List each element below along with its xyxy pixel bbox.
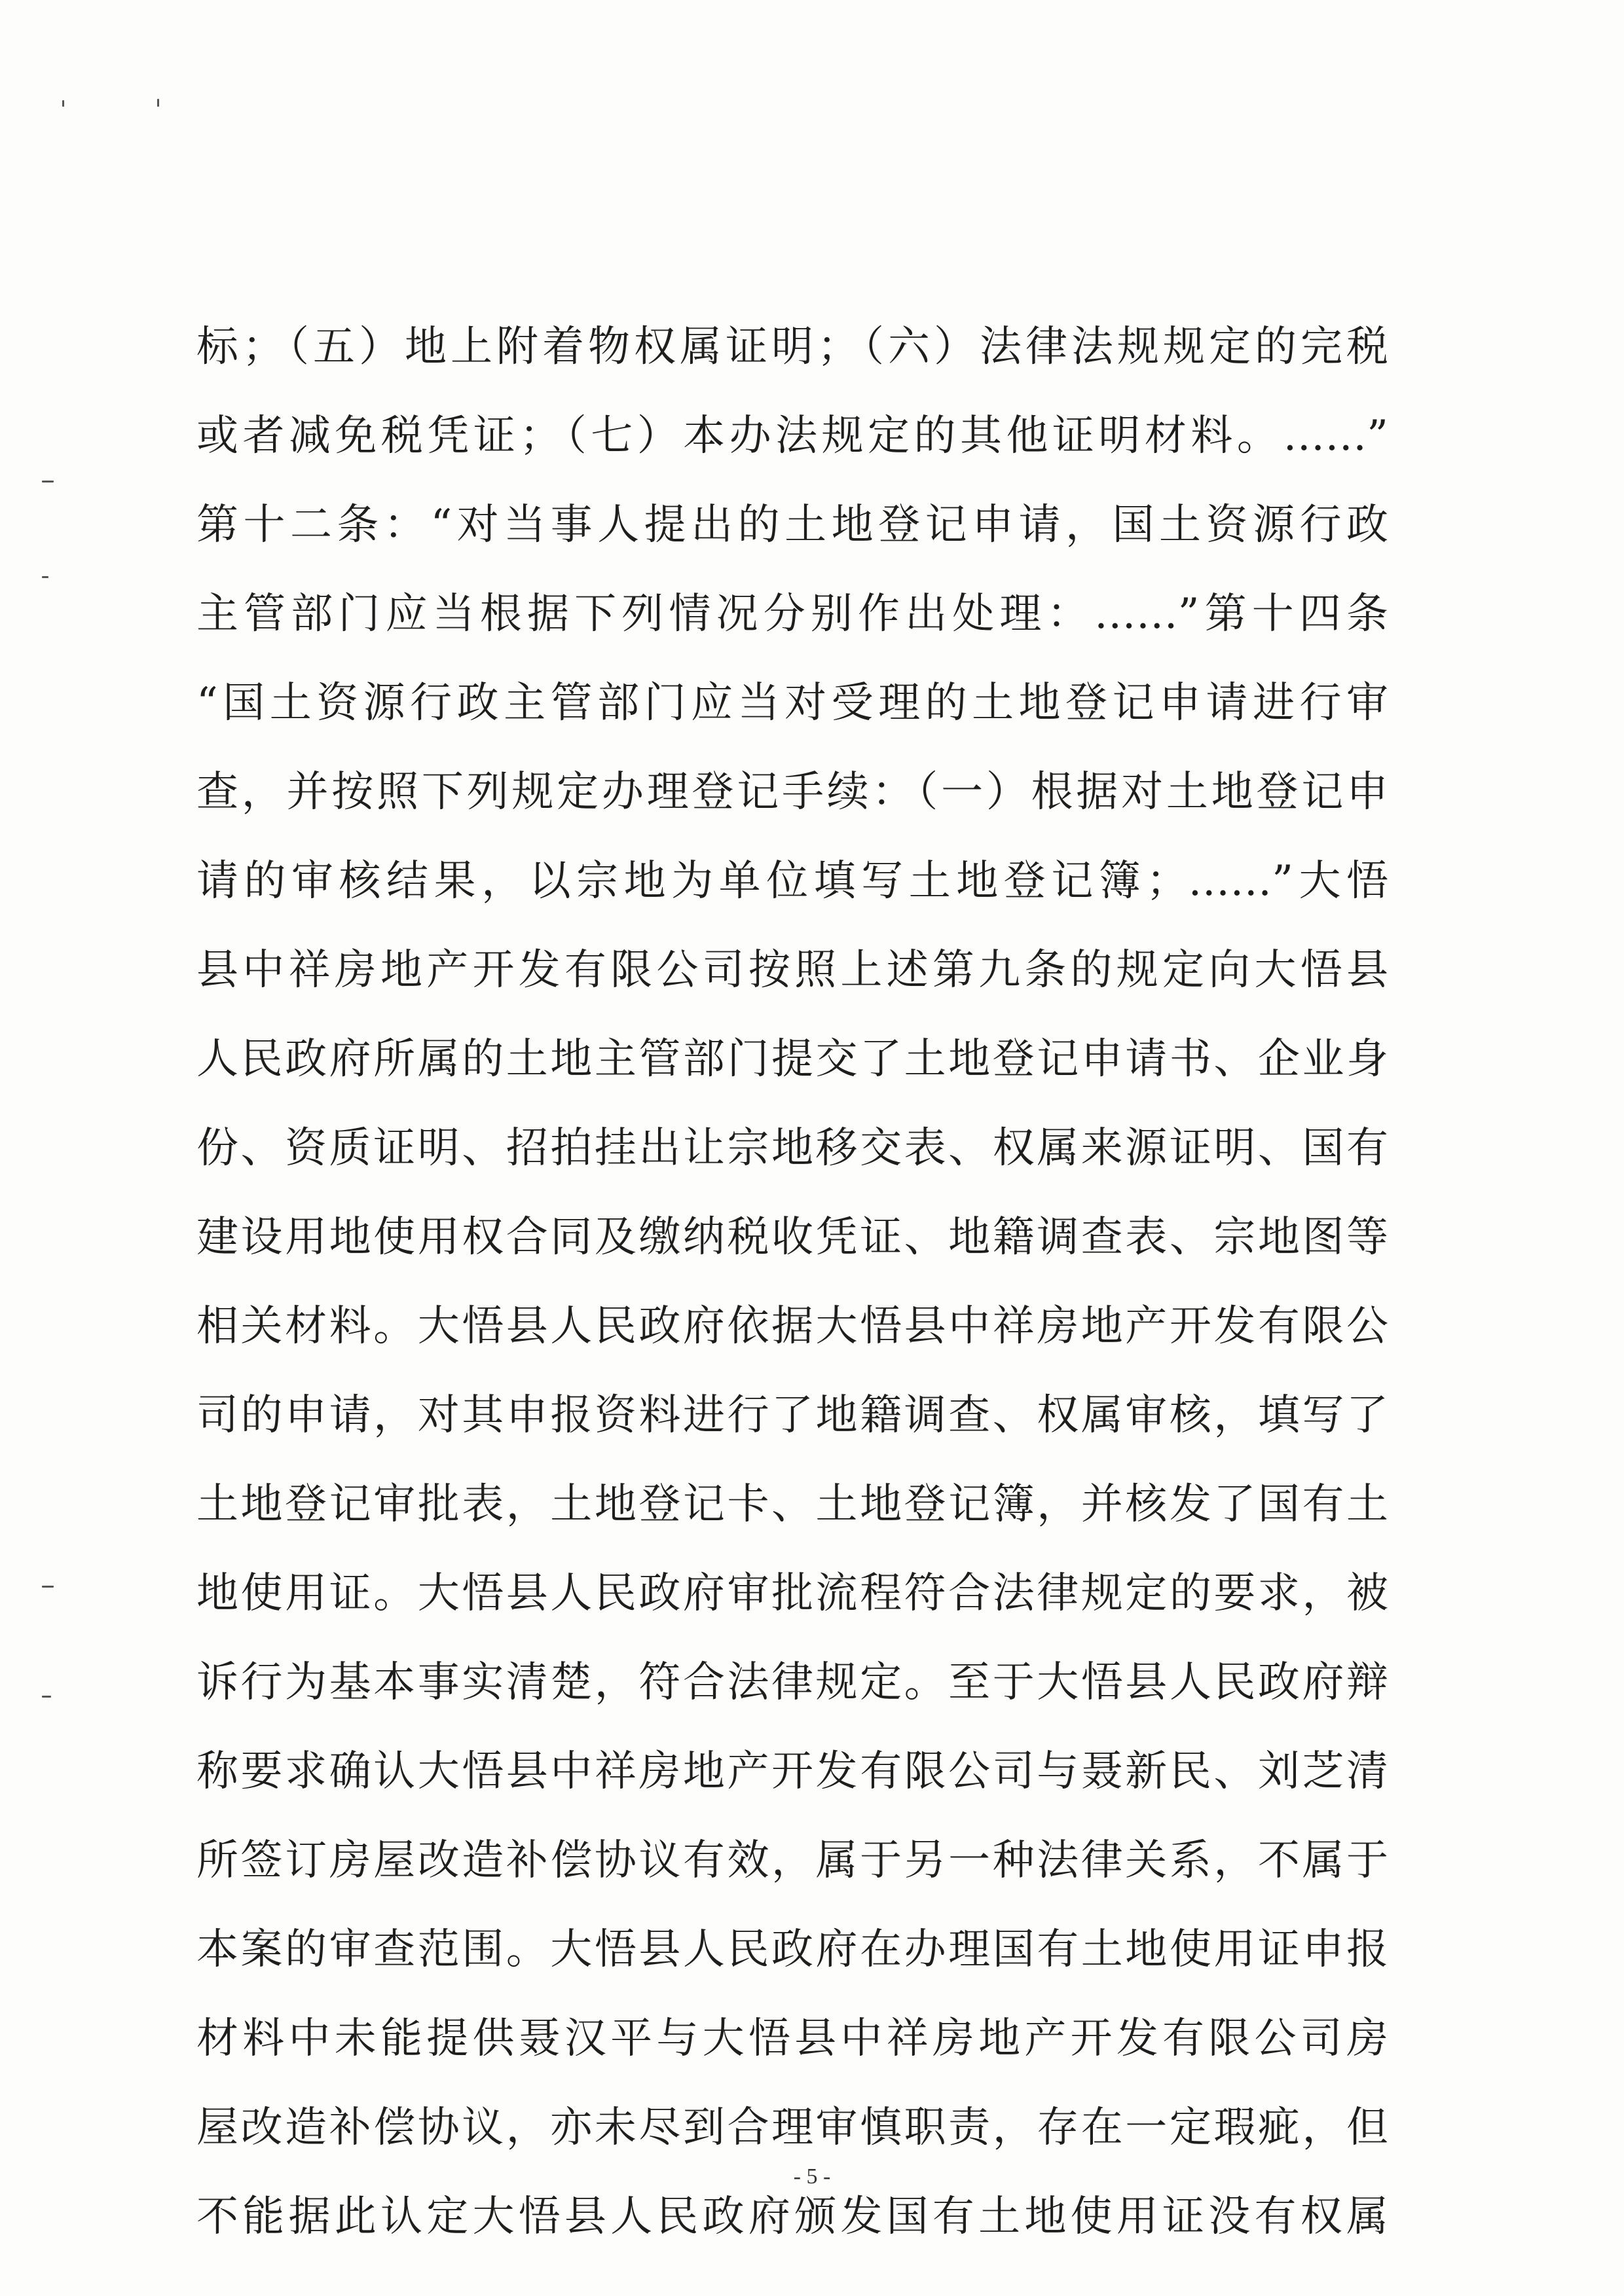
text-line: 或者减免税凭证；（七）本办法规定的其他证明材料。……” (196, 412, 1388, 460)
text-line: 主管部门应当根据下列情况分别作出处理：……”第十四条 (196, 590, 1388, 638)
text-line: 诉行为基本事实清楚，符合法律规定。至于大悟县人民政府辩 (196, 1658, 1388, 1707)
text-line: 称要求确认大悟县中祥房地产开发有限公司与聂新民、刘芝清 (196, 1747, 1388, 1796)
text-line: 人民政府所属的土地主管部门提交了土地登记申请书、企业身 (196, 1035, 1388, 1084)
text-line: 地使用证。大悟县人民政府审批流程符合法律规定的要求，被 (196, 1569, 1388, 1618)
margin-tick (42, 1696, 51, 1698)
text-line: 请的审核结果，以宗地为单位填写土地登记簿；……”大悟 (196, 857, 1388, 905)
text-line: 本案的审查范围。大悟县人民政府在办理国有土地使用证申报 (196, 1925, 1388, 1974)
text-line: 县中祥房地产开发有限公司按照上述第九条的规定向大悟县 (196, 946, 1388, 994)
text-line: 司的申请，对其申报资料进行了地籍调查、权属审核，填写了 (196, 1391, 1388, 1440)
scan-speck (157, 99, 159, 107)
body-text (196, 302, 1388, 2261)
text-line: 材料中未能提供聂汉平与大悟县中祥房地产开发有限公司房 (196, 2014, 1388, 2063)
page-number: - 5 - (793, 2164, 831, 2189)
text-line: 标；（五）地上附着物权属证明；（六）法律法规规定的完税 (196, 323, 1388, 371)
text-line: 查，并按照下列规定办理登记手续：（一）根据对土地登记申 (196, 768, 1388, 816)
scan-speck (62, 100, 64, 107)
text-line: 建设用地使用权合同及缴纳税收凭证、地籍调查表、宗地图等 (196, 1213, 1388, 1262)
text-line: 屋改造补偿协议，亦未尽到合理审慎职责，存在一定瑕疵，但 (196, 2104, 1388, 2152)
text-line: 不能据此认定大悟县人民政府颁发国有土地使用证没有权属 (196, 2193, 1388, 2241)
text-line: 份、资质证明、招拍挂出让宗地移交表、权属来源证明、国有 (196, 1124, 1388, 1173)
text-line: “国土资源行政主管部门应当对受理的土地登记申请进行审 (196, 679, 1388, 727)
text-line: 土地登记审批表，土地登记卡、土地登记簿，并核发了国有土 (196, 1480, 1388, 1529)
margin-tick (42, 481, 54, 483)
margin-tick (42, 1586, 54, 1588)
text-line: 所签订房屋改造补偿协议有效，属于另一种法律关系，不属于 (196, 1836, 1388, 1885)
margin-tick (42, 576, 48, 578)
text-line: 第十二条：“对当事人提出的土地登记申请，国土资源行政 (196, 501, 1388, 549)
text-line: 相关材料。大悟县人民政府依据大悟县中祥房地产开发有限公 (196, 1302, 1388, 1351)
